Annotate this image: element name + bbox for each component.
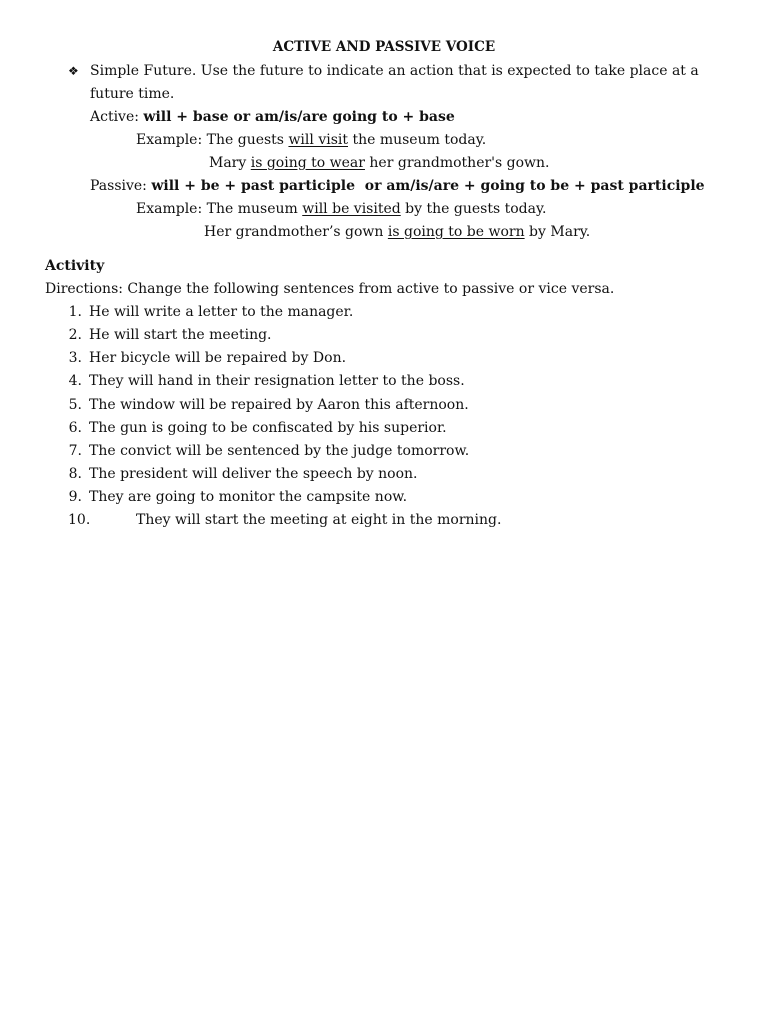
- list-item-text: He will write a letter to the manager.: [89, 304, 354, 320]
- passive-ex1-pre: The museum: [206, 201, 303, 217]
- passive-example-label: Example:: [136, 201, 207, 217]
- list-item-number: 6.: [68, 420, 82, 436]
- page-title: ACTIVE AND PASSIVE VOICE: [272, 39, 496, 55]
- passive-ex2-pre: Her grandmother’s gown: [204, 224, 388, 240]
- list-item-text: Her bicycle will be repaired by Don.: [89, 350, 347, 366]
- passive-ex2-verb: is going to be worn: [387, 224, 525, 240]
- active-ex1-post: the museum today.: [348, 132, 487, 148]
- active-example-2: [209, 154, 550, 172]
- passive-ex1-verb: will be visited: [302, 201, 401, 217]
- passive-ex2-post: by Mary.: [524, 224, 591, 240]
- active-ex2-post: her grandmother's gown.: [364, 155, 550, 171]
- passive-label: Passive:: [90, 178, 152, 194]
- active-example-1: [136, 131, 486, 149]
- list-item-number: 3.: [68, 350, 82, 366]
- activity-heading: Activity: [45, 258, 105, 274]
- list-item-text: The gun is going to be confiscated by his superior.: [89, 420, 447, 436]
- passive-example-2: [204, 223, 590, 241]
- active-label: Active:: [90, 109, 144, 125]
- passive-ex1-post: by the guests today.: [400, 201, 547, 217]
- list-item: [60, 372, 465, 390]
- list-item-text: They will hand in their resignation letter to the boss.: [89, 373, 465, 389]
- passive-formula: will + be + past participle or am/is/are + going to be + past participle: [151, 178, 705, 194]
- intro-line-1: Simple Future. Use the future to indicate an action that is expected to take place at a: [90, 63, 699, 79]
- list-item-text: The president will deliver the speech by noon.: [89, 466, 418, 482]
- list-item-text: He will start the meeting.: [89, 327, 272, 343]
- list-item-number: 7.: [68, 443, 82, 459]
- list-item-number: 8.: [68, 466, 82, 482]
- list-item: [60, 349, 346, 367]
- list-item: [68, 511, 501, 529]
- diamond-bullet-icon: ❖: [68, 64, 79, 78]
- list-item: [60, 303, 353, 321]
- list-item: [60, 488, 407, 506]
- list-item: [60, 396, 469, 414]
- passive-example-1: [136, 200, 546, 218]
- list-item-text: The window will be repaired by Aaron this afternoon.: [89, 397, 469, 413]
- active-example-label: Example:: [136, 132, 207, 148]
- active-ex1-verb: will visit: [288, 132, 348, 148]
- passive-rule: [90, 177, 705, 195]
- active-ex1-pre: The guests: [206, 132, 289, 148]
- list-item-text: They are going to monitor the campsite now.: [89, 489, 408, 505]
- active-ex2-pre: Mary: [209, 155, 251, 171]
- list-item: [60, 442, 469, 460]
- list-item-number: 10.: [68, 512, 91, 528]
- list-item-number: 9.: [68, 489, 82, 505]
- list-item: [60, 326, 272, 344]
- list-item-number: 5.: [68, 397, 82, 413]
- list-item-number: 1.: [68, 304, 82, 320]
- active-formula: will + base or am/is/are going to + base: [143, 109, 455, 125]
- list-item-text: The convict will be sentenced by the judge tomorrow.: [89, 443, 470, 459]
- list-item: [60, 419, 447, 437]
- intro-line-2: future time.: [90, 86, 175, 102]
- list-item: [60, 465, 418, 483]
- activity-directions: Directions: Change the following sentences from active to passive or vice versa.: [45, 281, 615, 297]
- active-ex2-verb: is going to wear: [250, 155, 365, 171]
- list-item-number: 4.: [68, 373, 82, 389]
- active-rule: [90, 108, 455, 126]
- list-item-text: They will start the meeting at eight in the morning.: [136, 512, 502, 528]
- list-item-number: 2.: [68, 327, 82, 343]
